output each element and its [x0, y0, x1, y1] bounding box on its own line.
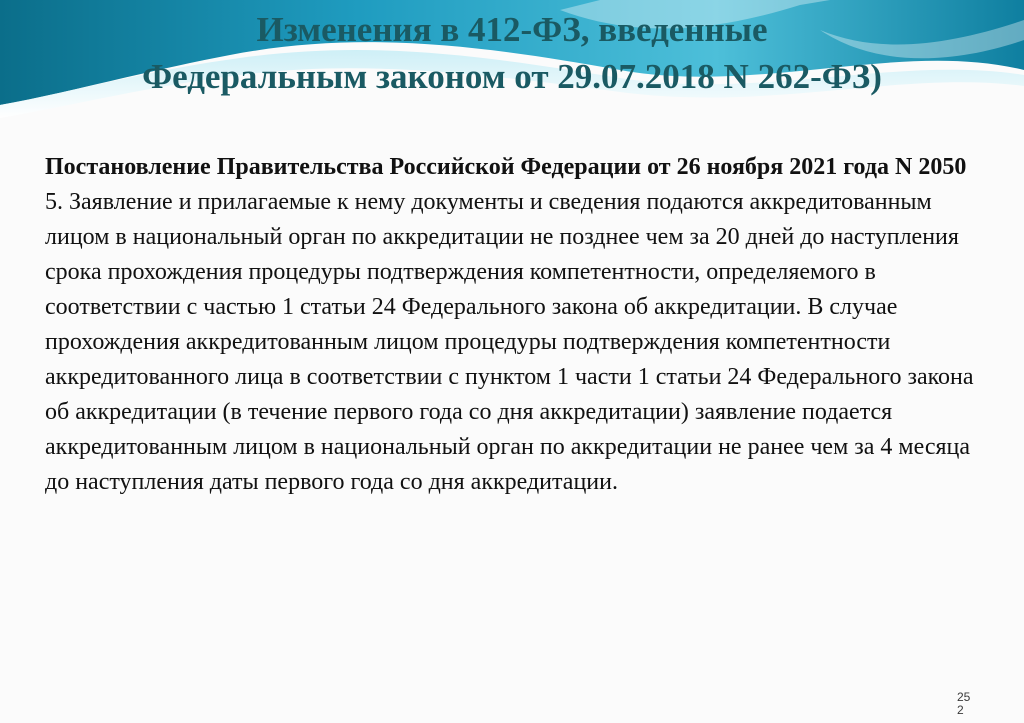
- slide-title-line-2: Федеральным законом от 29.07.2018 N 262-ФЗ): [142, 57, 882, 96]
- page-number-line-1: 25: [957, 690, 971, 704]
- slide-content: [45, 150, 985, 500]
- slide-title: [40, 6, 984, 100]
- slide-title-line-1: Изменения в 412-ФЗ, введенные: [256, 10, 768, 49]
- content-body: 5. Заявление и прилагаемые к нему документы и сведения подаются аккредитованным лицом в национальный орган по аккредитации не позднее чем за 20 дней до наступления срока прохождения процедуры подтверждения компетентности, определяемого в соответствии с частью 1 статьи 24 Федерального закона об аккредитации. В случае прохождения аккредитованным лицом процедуры подтверждения компетентности аккредитованного лица в соответствии с пунктом 1 части 1 статьи 24 Федерального закона об аккредитации (в течение первого года со дня аккредитации) заявление подается аккредитованным лицом в национальный орган по аккредитации не ранее чем за 4 месяца до наступления даты первого года со дня аккредитации.: [45, 189, 974, 495]
- page-number: [957, 691, 970, 717]
- page-number-line-2: 2: [957, 703, 964, 717]
- content-heading: Постановление Правительства Российской Федерации от 26 ноября 2021 года N 2050: [45, 154, 967, 180]
